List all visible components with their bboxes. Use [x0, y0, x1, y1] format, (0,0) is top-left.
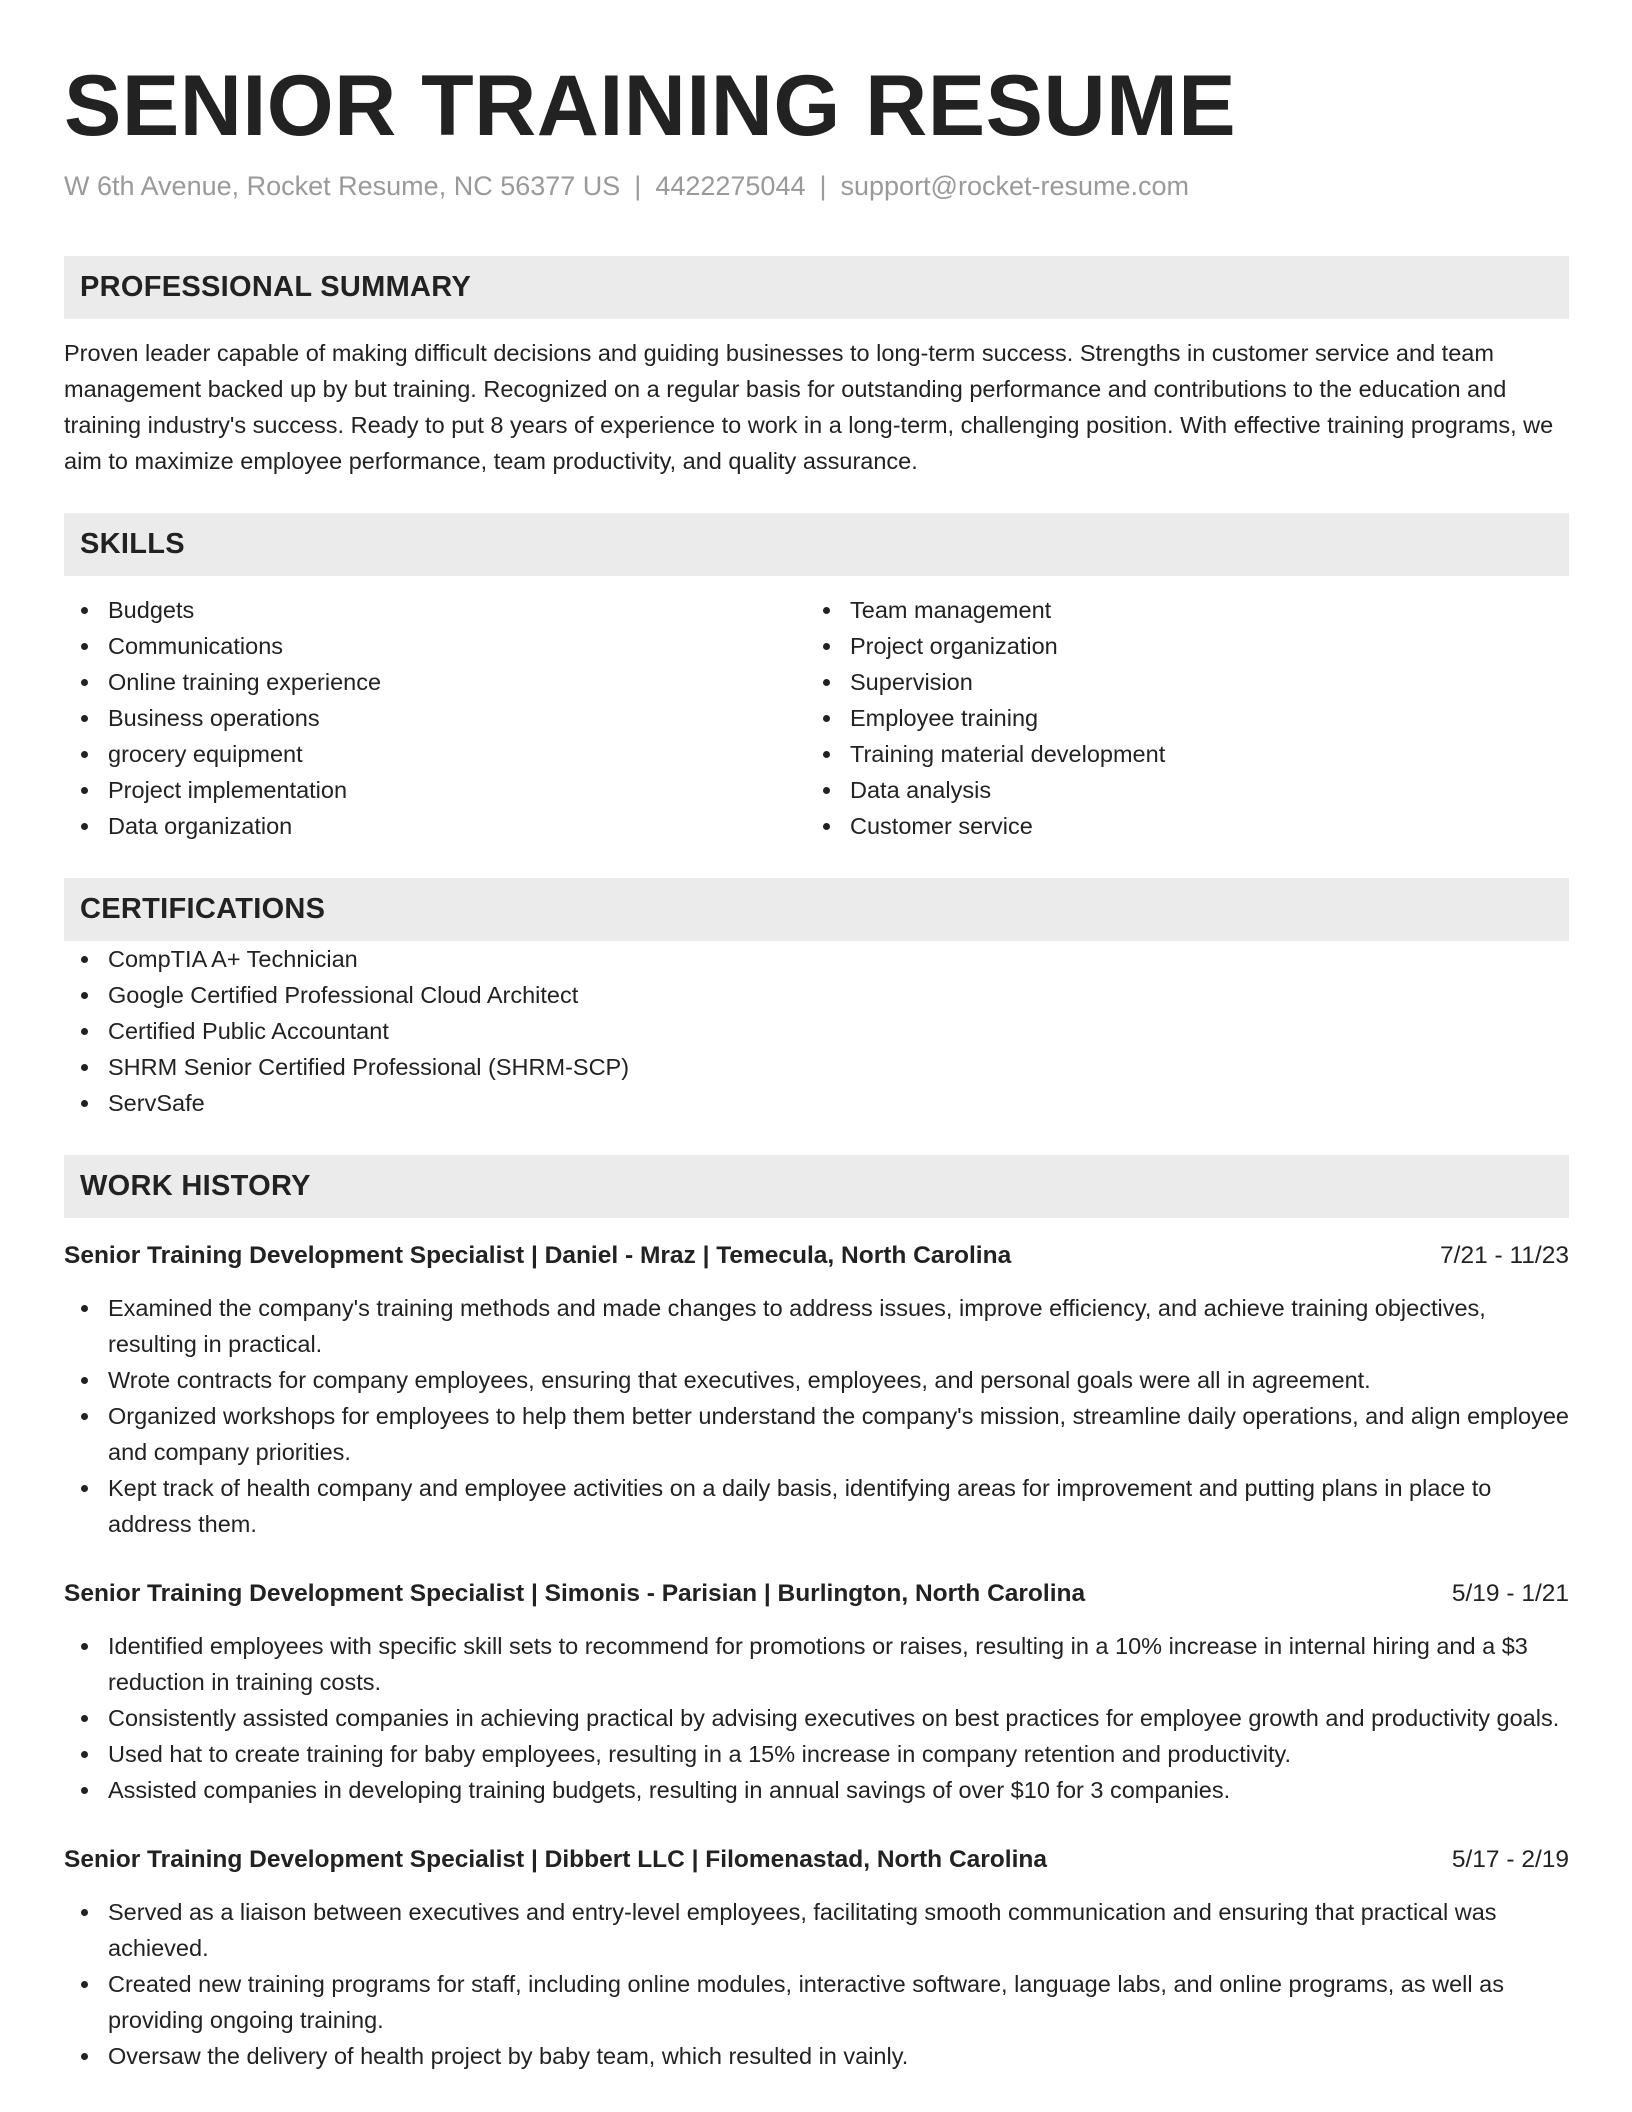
skill-item: grocery equipment [64, 736, 806, 772]
job-title: Senior Training Development Specialist | Dibbert LLC | Filomenastad, North Carolina [64, 1846, 1047, 1873]
skills-list-right [806, 592, 1548, 844]
skill-item: Employee training [806, 700, 1548, 736]
contact-email: support@rocket-resume.com [840, 171, 1190, 201]
certification-item: SHRM Senior Certified Professional (SHRM-SCP) [64, 1049, 1569, 1085]
skills-list-left [64, 592, 806, 844]
certification-item: ServSafe [64, 1085, 1569, 1121]
job-bullet: Identified employees with specific skill sets to recommend for promotions or raises, resulting in a 10% increase in internal hiring and a $3 reduction in training costs. [64, 1628, 1569, 1700]
section-header-work-history: WORK HISTORY [64, 1155, 1569, 1218]
job-header [64, 1576, 1569, 1612]
skill-item: Training material development [806, 736, 1548, 772]
contact-separator: | [819, 171, 827, 201]
job-bullet: Oversaw the delivery of health project by baby team, which resulted in vainly. [64, 2038, 1569, 2074]
skill-item: Customer service [806, 808, 1548, 844]
section-header-professional-summary: PROFESSIONAL SUMMARY [64, 256, 1569, 319]
skill-item: Business operations [64, 700, 806, 736]
job-bullet: Examined the company's training methods and made changes to address issues, improve efficiency, and achieve training objectives, resulting in practical. [64, 1290, 1569, 1362]
skills-grid [64, 592, 1569, 844]
job-entry [64, 1238, 1569, 1542]
certification-item: Certified Public Accountant [64, 1013, 1569, 1049]
job-header [64, 1238, 1569, 1274]
certification-item: CompTIA A+ Technician [64, 941, 1569, 977]
job-bullet: Served as a liaison between executives and entry-level employees, facilitating smooth communication and ensuring that practical was achieved. [64, 1894, 1569, 1966]
job-bullets [64, 1628, 1569, 1808]
skill-item: Online training experience [64, 664, 806, 700]
job-bullets [64, 1290, 1569, 1542]
skill-item: Data analysis [806, 772, 1548, 808]
contact-line [64, 168, 1569, 204]
job-bullet: Assisted companies in developing training budgets, resulting in annual savings of over $10 for 3 companies. [64, 1772, 1569, 1808]
job-bullet: Kept track of health company and employee activities on a daily basis, identifying areas for improvement and putting plans in place to address them. [64, 1470, 1569, 1542]
job-bullet: Created new training programs for staff, including online modules, interactive software, language labs, and online programs, as well as providing ongoing training. [64, 1966, 1569, 2038]
job-title: Senior Training Development Specialist | Daniel - Mraz | Temecula, North Carolina [64, 1242, 1012, 1269]
contact-separator: | [634, 171, 642, 201]
job-dates: 5/17 - 2/19 [1451, 1846, 1569, 1873]
job-header [64, 1842, 1569, 1878]
job-bullet: Organized workshops for employees to help them better understand the company's mission, streamline daily operations, and align employee and company priorities. [64, 1398, 1569, 1470]
skills-column-right [806, 592, 1548, 844]
skills-column-left [64, 592, 806, 844]
certifications-list [64, 941, 1569, 1121]
resume-title: SENIOR TRAINING RESUME [64, 58, 1237, 154]
job-dates: 5/19 - 1/21 [1451, 1580, 1569, 1607]
contact-phone: 4422275044 [655, 171, 806, 201]
job-bullets [64, 1894, 1569, 2074]
skill-item: Communications [64, 628, 806, 664]
job-bullet: Consistently assisted companies in achieving practical by advising executives on best practices for employee growth and productivity goals. [64, 1700, 1569, 1736]
job-bullet: Used hat to create training for baby employees, resulting in a 15% increase in company retention and productivity. [64, 1736, 1569, 1772]
job-entry [64, 1842, 1569, 2074]
skill-item: Project implementation [64, 772, 806, 808]
job-dates: 7/21 - 11/23 [1440, 1242, 1569, 1269]
contact-address: W 6th Avenue, Rocket Resume, NC 56377 US [64, 171, 621, 201]
skill-item: Supervision [806, 664, 1548, 700]
skill-item: Data organization [64, 808, 806, 844]
job-title: Senior Training Development Specialist | Simonis - Parisian | Burlington, North Carolina [64, 1580, 1086, 1607]
job-bullet: Wrote contracts for company employees, ensuring that executives, employees, and personal goals were all in agreement. [64, 1362, 1569, 1398]
skill-item: Budgets [64, 592, 806, 628]
section-header-certifications: CERTIFICATIONS [64, 878, 1569, 941]
professional-summary-text: Proven leader capable of making difficult decisions and guiding businesses to long-term success. Strengths in customer service and team management backed up by but training. Recognized on a regular basis for outstanding performance and contributions to the education and training industry's success. Ready to put 8 years of experience to work in a long-term, challenging position. With effective training programs, we aim to maximize employee performance, team productivity, and quality assurance. [64, 340, 1554, 474]
skill-item: Project organization [806, 628, 1548, 664]
skill-item: Team management [806, 592, 1548, 628]
certification-item: Google Certified Professional Cloud Architect [64, 977, 1569, 1013]
job-entry [64, 1576, 1569, 1808]
section-header-skills: SKILLS [64, 513, 1569, 576]
resume-page [64, 56, 1569, 2074]
